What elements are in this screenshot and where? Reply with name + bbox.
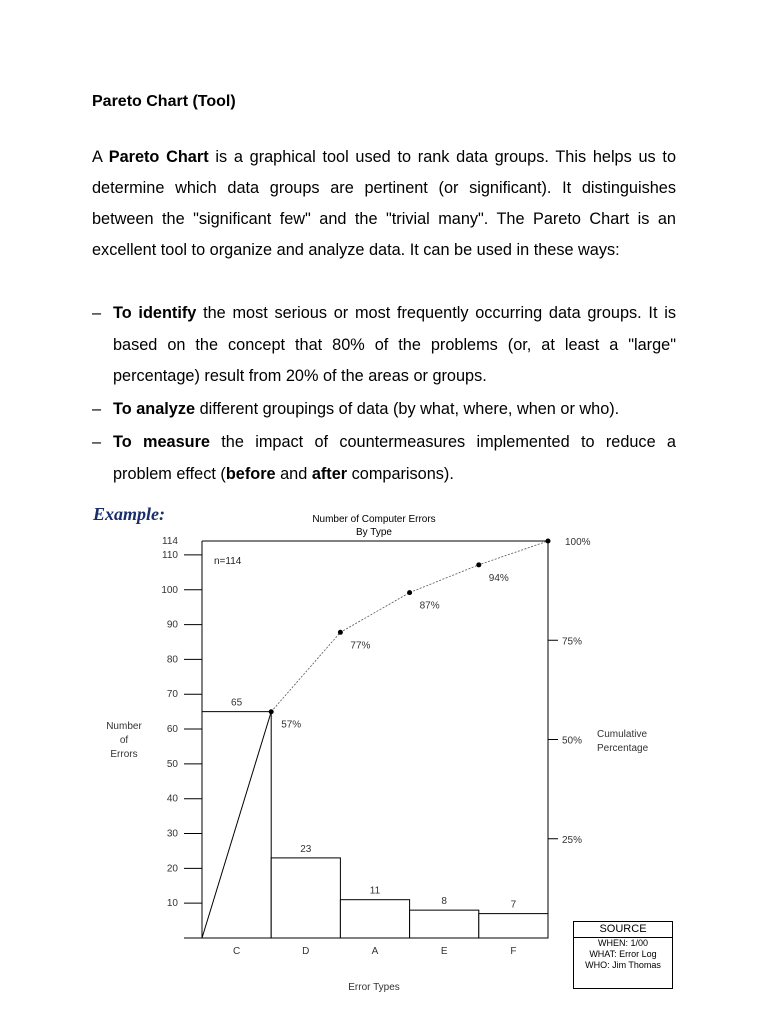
list-item	[92, 394, 676, 426]
chart-subtitle: By Type	[356, 527, 392, 538]
bar-value-label-E: 8	[441, 896, 447, 908]
intro-term: Pareto Chart	[108, 148, 209, 166]
y2-tick-label-50: 50%	[562, 735, 583, 747]
dash-marker: –	[92, 400, 102, 418]
bullet-lead: To identify	[113, 304, 197, 322]
bullet-bold-before: before	[225, 464, 276, 483]
bullet-bold-after: after	[311, 464, 348, 483]
cumulative-label-E: 94%	[488, 572, 509, 584]
source-who: WHO: Jim Thomas	[585, 960, 661, 970]
bar-value-label-F: 7	[510, 899, 517, 911]
document-title: Pareto Chart (Tool)	[92, 93, 236, 110]
dash-marker: –	[92, 304, 102, 322]
x-axis-label: Error Types	[348, 982, 400, 993]
y2-tick-label-25: 25%	[562, 834, 583, 846]
source-when: WHEN: 1/00	[597, 938, 648, 948]
y-tick-label-114: 114	[162, 536, 178, 547]
cumulative-point-A	[407, 590, 412, 595]
cumulative-label-D: 77%	[350, 640, 371, 652]
y2-axis-label-line1: Cumulative	[597, 729, 648, 740]
cumulative-label-A: 87%	[419, 600, 440, 612]
example-label: Example:	[93, 504, 165, 524]
bullet-text-end: comparisons).	[347, 464, 454, 483]
y-axis-label-line3: Errors	[110, 749, 138, 760]
bullet-text: the impact of countermeasures implemented to reduce a problem effect (	[113, 433, 676, 483]
chart-title: Number of Computer Errors	[312, 514, 436, 525]
y-tick-label-10: 10	[166, 898, 178, 910]
source-box	[573, 921, 673, 989]
x-tick-label-D: D	[302, 946, 310, 957]
usage-list	[92, 298, 676, 492]
list-item	[92, 298, 676, 393]
source-what: WHAT: Error Log	[589, 949, 657, 959]
y-tick-label-30: 30	[166, 828, 178, 840]
cumulative-label-C: 57%	[281, 719, 302, 731]
list-item	[92, 427, 676, 490]
cumulative-label-F: 100%	[565, 537, 591, 548]
x-tick-label-E: E	[440, 946, 448, 957]
y-tick-label-110: 110	[162, 549, 178, 561]
bullet-text: the most serious or most frequently occurring data groups. It is based on the concept that 80% of the problems (or, at least a "large" percentage) result from 20% of the areas or groups.	[113, 304, 676, 385]
cumulative-point-F	[546, 539, 551, 544]
x-tick-label-F: F	[510, 946, 517, 957]
y-tick-label-70: 70	[166, 689, 178, 701]
y-tick-label-20: 20	[166, 863, 178, 875]
y-axis-label-line2: of	[119, 735, 129, 746]
y2-tick-label-75: 75%	[562, 636, 583, 648]
dash-marker: –	[92, 433, 102, 451]
bullet-lead: To analyze	[113, 400, 196, 418]
bar-D	[271, 858, 340, 938]
bar-value-label-C: 65	[231, 697, 243, 709]
bar-A	[340, 900, 409, 938]
bar-E	[410, 910, 479, 938]
cumulative-point-C	[269, 709, 274, 714]
cumulative-line	[271, 541, 548, 712]
y-tick-label-100: 100	[161, 584, 178, 596]
bar-F	[479, 914, 548, 938]
intro-text-post: is a graphical tool used to rank data groups. This helps us to determine which data groups are pertinent (or significant). It distinguishes between the "significant few" and the "trivial many". The Pareto Chart is an excellent tool to organize and analyze data. It can be used in these ways:	[92, 148, 676, 259]
y-tick-label-50: 50	[166, 758, 178, 770]
cumulative-point-D	[338, 630, 343, 635]
source-title: SOURCE	[574, 922, 672, 938]
y-tick-label-90: 90	[166, 619, 178, 631]
x-tick-label-A: A	[371, 946, 379, 957]
bullet-lead: To measure	[113, 433, 210, 451]
y2-axis-label-line2: Percentage	[597, 743, 649, 754]
n-label: n=114	[214, 556, 242, 567]
y-axis-label-line1: Number	[106, 721, 142, 732]
y-tick-label-80: 80	[166, 654, 178, 666]
intro-text-pre: A	[92, 148, 109, 166]
bullet-text: different groupings of data (by what, where, when or who).	[195, 400, 620, 418]
cumulative-point-E	[476, 562, 481, 567]
y-tick-label-40: 40	[166, 793, 178, 805]
intro-paragraph	[92, 142, 676, 266]
y-tick-label-60: 60	[166, 724, 178, 736]
bullet-text-mid: and	[275, 464, 312, 483]
bar-value-label-D: 23	[300, 843, 312, 855]
x-tick-label-C: C	[232, 946, 241, 957]
bar-value-label-A: 11	[369, 885, 381, 897]
